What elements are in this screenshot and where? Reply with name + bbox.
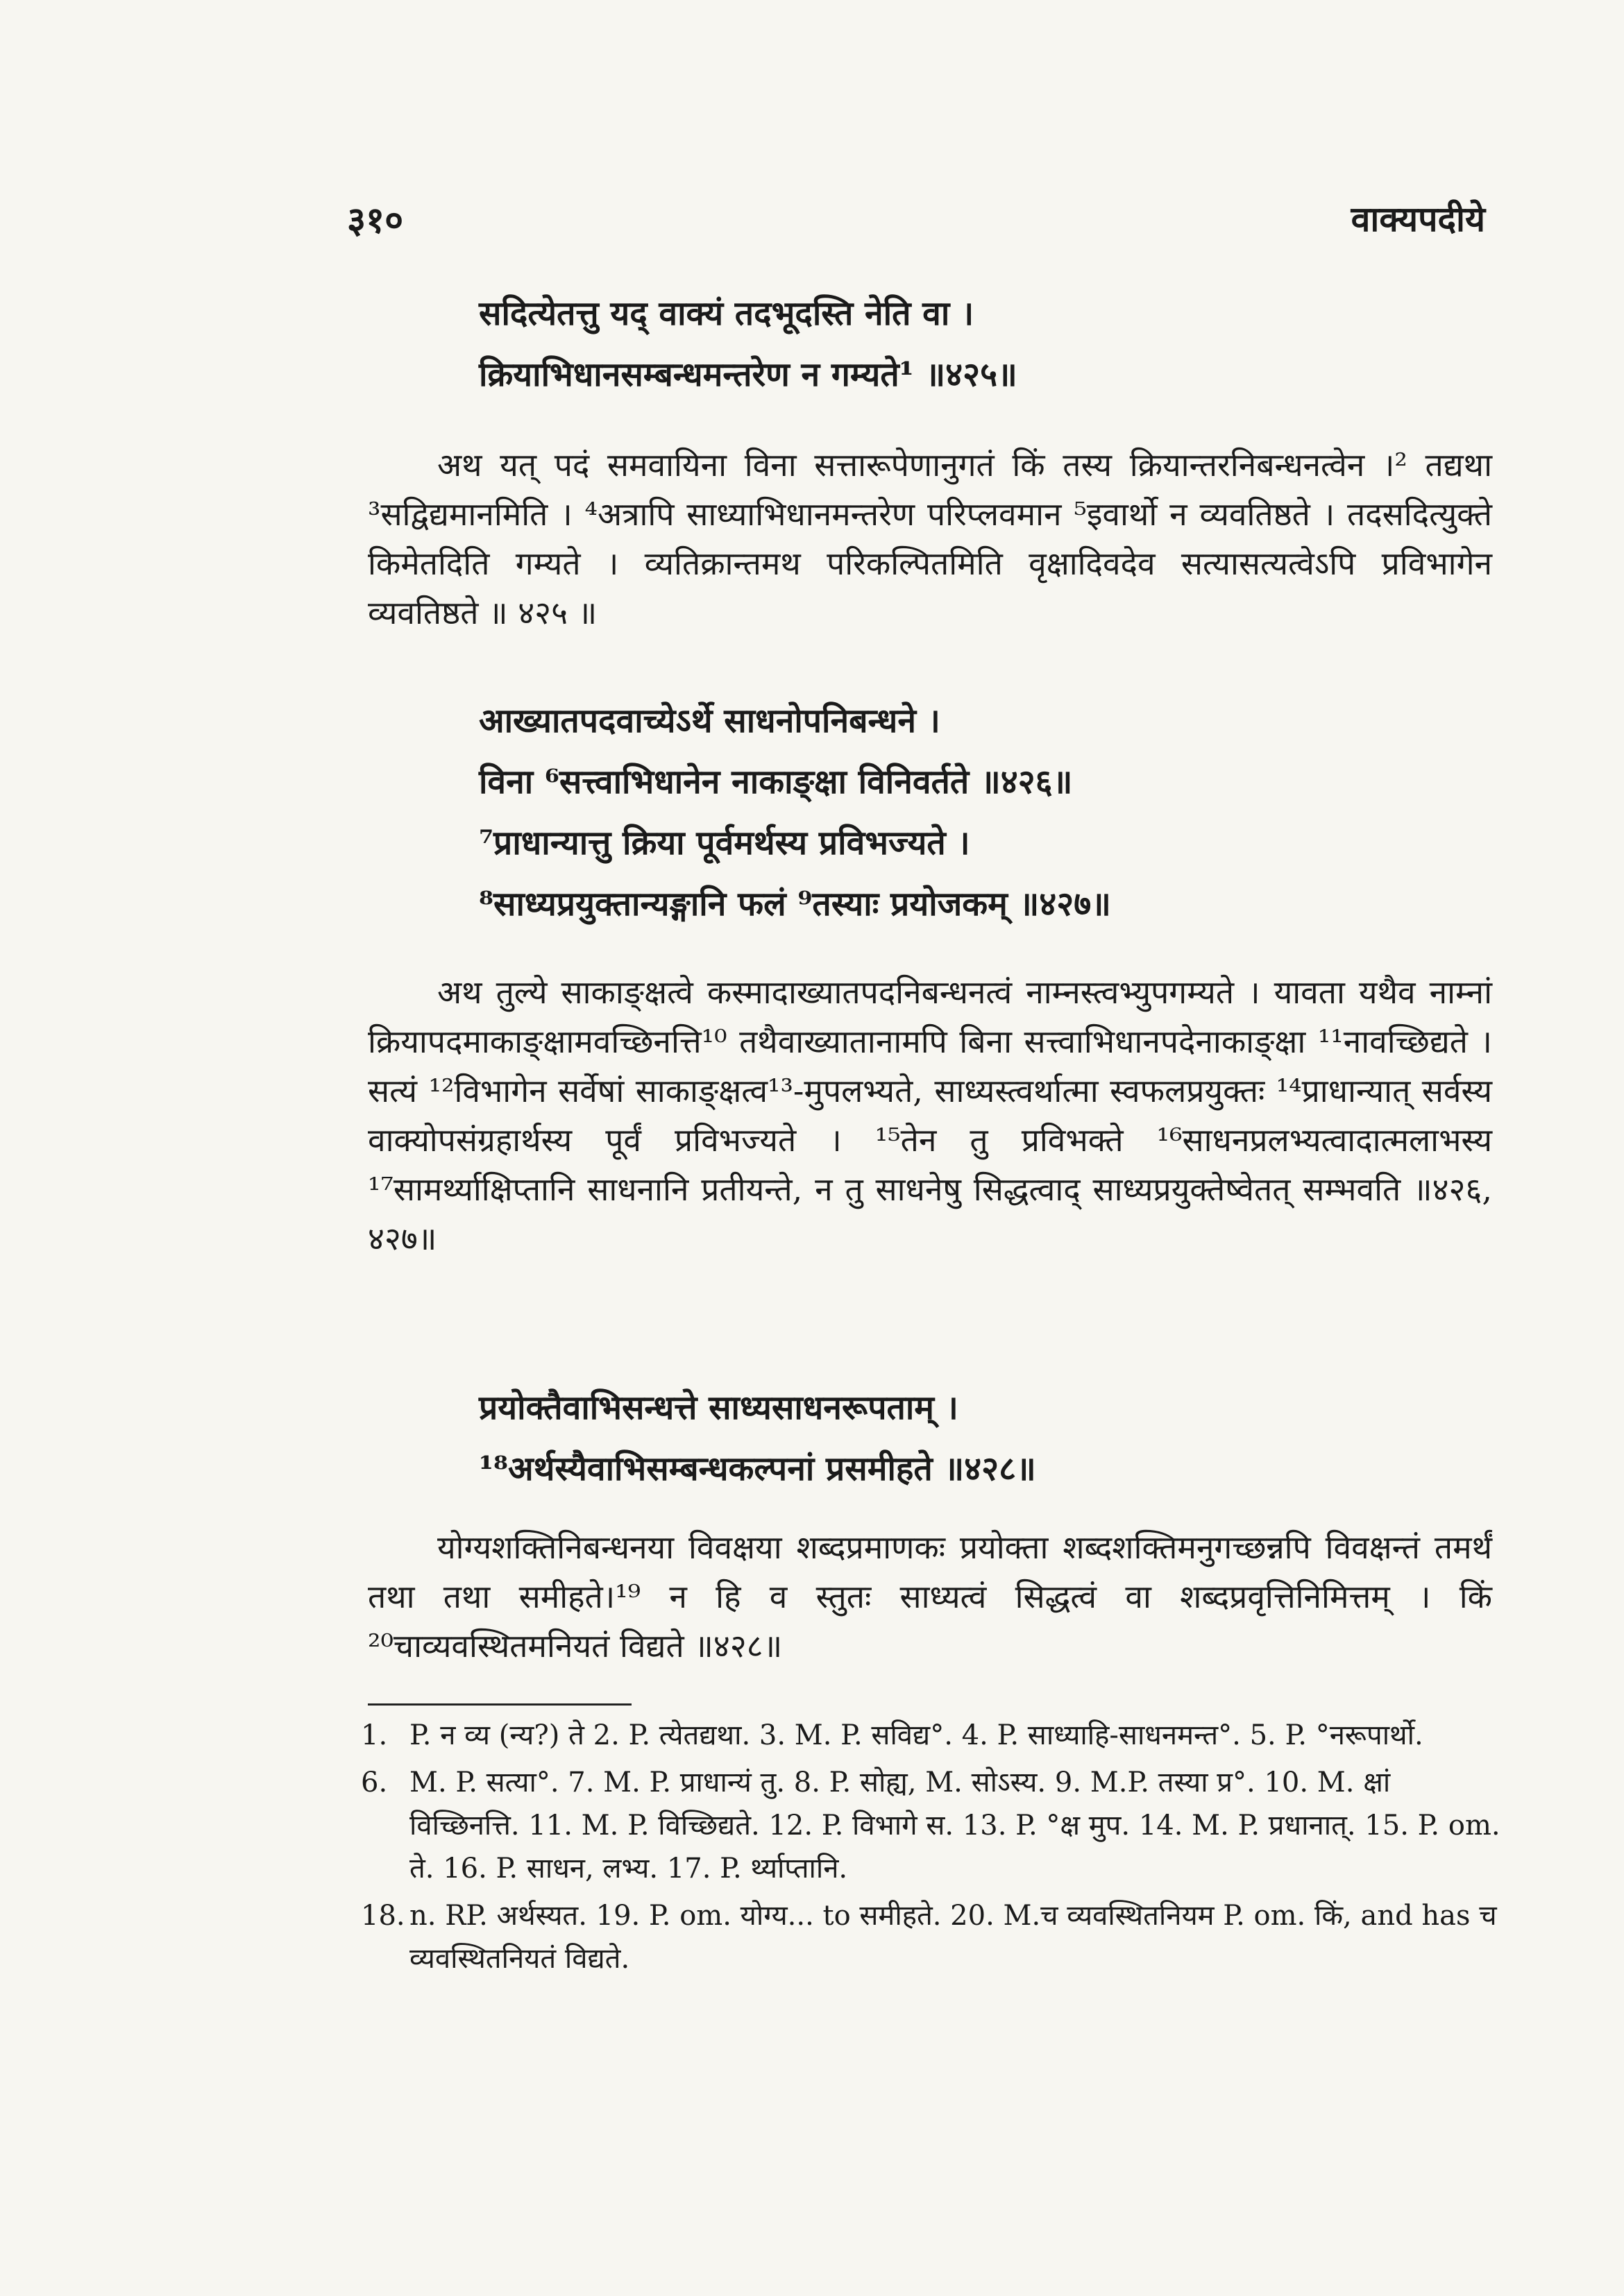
footnote-text: M. P. सत्या°. 7. M. P. प्राधान्यं तु. 8. P. सोह्य, M. सोऽस्य. 9. M.P. तस्या प्र°. 10. M. क्षां विच्छिनत्ति. 11. M. P. विच्छिद्यते. 12. P. विभागे स. 13. P. °क्ष मुप. 14. M. P. प्रधानात्. 15. P. om. ते. 16. P. साधन, लभ्य. 17. P. र्थ्याप्तानि. <box>409 1767 1500 1885</box>
footnote-number: 6. <box>361 1767 388 1798</box>
footnote-text: P. न व्य (न्य?) ते 2. P. त्येतद्यथा. 3. M. P. सविद्य°. 4. P. साध्याहि-साधनमन्त°. 5. P. °नरूपार्थो. <box>409 1719 1423 1751</box>
verse-426-427 <box>479 690 1520 935</box>
footnotes <box>361 1714 1506 1984</box>
verse-line: ⁸साध्यप्रयुक्तान्यङ्गानि फलं ⁹तस्याः प्रयोजकम् ॥४२७॥ <box>479 885 1111 924</box>
commentary-428 <box>368 1523 1492 1671</box>
verse-line: आख्यातपदवाच्येऽर्थे साधनोपनिबन्धने । <box>479 701 940 740</box>
verse-428 <box>479 1377 1520 1499</box>
footnote-text: n. RP. अर्थस्यत. 19. P. om. योग्य... to समीहते. 20. M.च व्यवस्थितनियम P. om. किं, and has च व्यवस्थितनियतं विद्यते. <box>409 1900 1497 1975</box>
footnote-entry <box>361 1894 1506 1980</box>
verse-line: ¹⁸अर्थस्यैवाभिसम्बन्धकल्पनां प्रसमीहते ॥४२८॥ <box>479 1449 1036 1488</box>
footnote-number: 1. <box>361 1719 388 1751</box>
verse-line: क्रियाभिधानसम्बन्धमन्तरेण न गम्यते¹ ॥४२५॥ <box>479 355 1017 394</box>
page-number: ३१० <box>347 199 404 241</box>
verse-line: सदित्येतत्तु यद् वाक्यं तदभूदस्ति नेति वा । <box>479 294 974 333</box>
commentary-paragraph: अथ तुल्ये साकाङ्क्षत्वे कस्मादाख्यातपदनिबन्धनत्वं नाम्नस्त्वभ्युपगम्यते । यावता यथैव नाम्नां क्रियापदमाकाङ्क्षामवच्छिनत्ति¹⁰ तथैवाख्यातानामपि बिना सत्त्वाभिधानपदेनाकाङ्क्षा ¹¹नावच्छिद्यते । सत्यं ¹²विभागेन सर्वेषां साकाङ्क्षत्व¹³-मुपलभ्यते, साध्यस्त्वर्थात्मा स्वफलप्रयुक्तः ¹⁴प्राधान्यात् सर्वस्य वाक्योपसंग्रहार्थस्य पूर्वं प्रविभज्यते । ¹⁵तेन तु प्रविभक्ते ¹⁶साधनप्रलभ्यत्वादात्मलाभस्य ¹⁷सामर्थ्याक्षिप्तानि साधनानि प्रतीयन्ते, न तु साधनेषु सिद्धत्वाद् साध्यप्रयुक्तेष्वेतत् सम्भवति ॥४२६, ४२७॥ <box>368 973 1492 1257</box>
footnote-divider <box>368 1703 632 1706</box>
verse-line: प्रयोक्तैवाभिसन्धत्ते साध्यसाधनरूपताम् । <box>479 1388 958 1427</box>
footnote-entry <box>361 1714 1506 1757</box>
commentary-426-427 <box>368 968 1492 1264</box>
footnote-number: 18. <box>361 1900 405 1932</box>
footnote-entry <box>361 1761 1506 1890</box>
commentary-paragraph: अथ यत् पदं समवायिना विना सत्तारूपेणानुगतं किं तस्य क्रियान्तरनिबन्धनत्वेन ।² तद्यथा ³सद्विद्यमानमिति । ⁴अत्रापि साध्याभिधानमन्तरेण परिप्लवमान ⁵इवार्थो न व्यवतिष्ठते । तदसदित्युक्ते किमेतदिति गम्यते । व्यतिक्रान्तमथ परिकल्पितमिति वृक्षादिवदेव सत्यासत्यत्वेऽपि प्रविभागेन व्यवतिष्ठते ॥ ४२५ ॥ <box>368 446 1492 631</box>
commentary-425 <box>368 441 1492 638</box>
verse-line: विना ⁶सत्त्वाभिधानेन नाकाङ्क्षा विनिवर्तते ॥४२६॥ <box>479 763 1073 801</box>
verse-425 <box>479 283 1520 405</box>
running-title: वाक्यपदीये <box>1351 198 1485 239</box>
commentary-paragraph: योग्यशक्तिनिबन्धनया विवक्षया शब्दप्रमाणकः प्रयोक्ता शब्दशक्तिमनुगच्छन्नपि विवक्षन्तं तमर्थं तथा तथा समीहते।¹⁹ न हि व स्तुतः साध्यत्वं सिद्धत्वं वा शब्दप्रवृत्तिनिमित्तम् । किं ²⁰चाव्यवस्थितमनियतं विद्यते ॥४२८॥ <box>368 1529 1492 1665</box>
verse-line: ⁷प्राधान्यात्तु क्रिया पूर्वमर्थस्य प्रविभज्यते । <box>479 824 970 862</box>
page-header <box>347 194 1624 250</box>
